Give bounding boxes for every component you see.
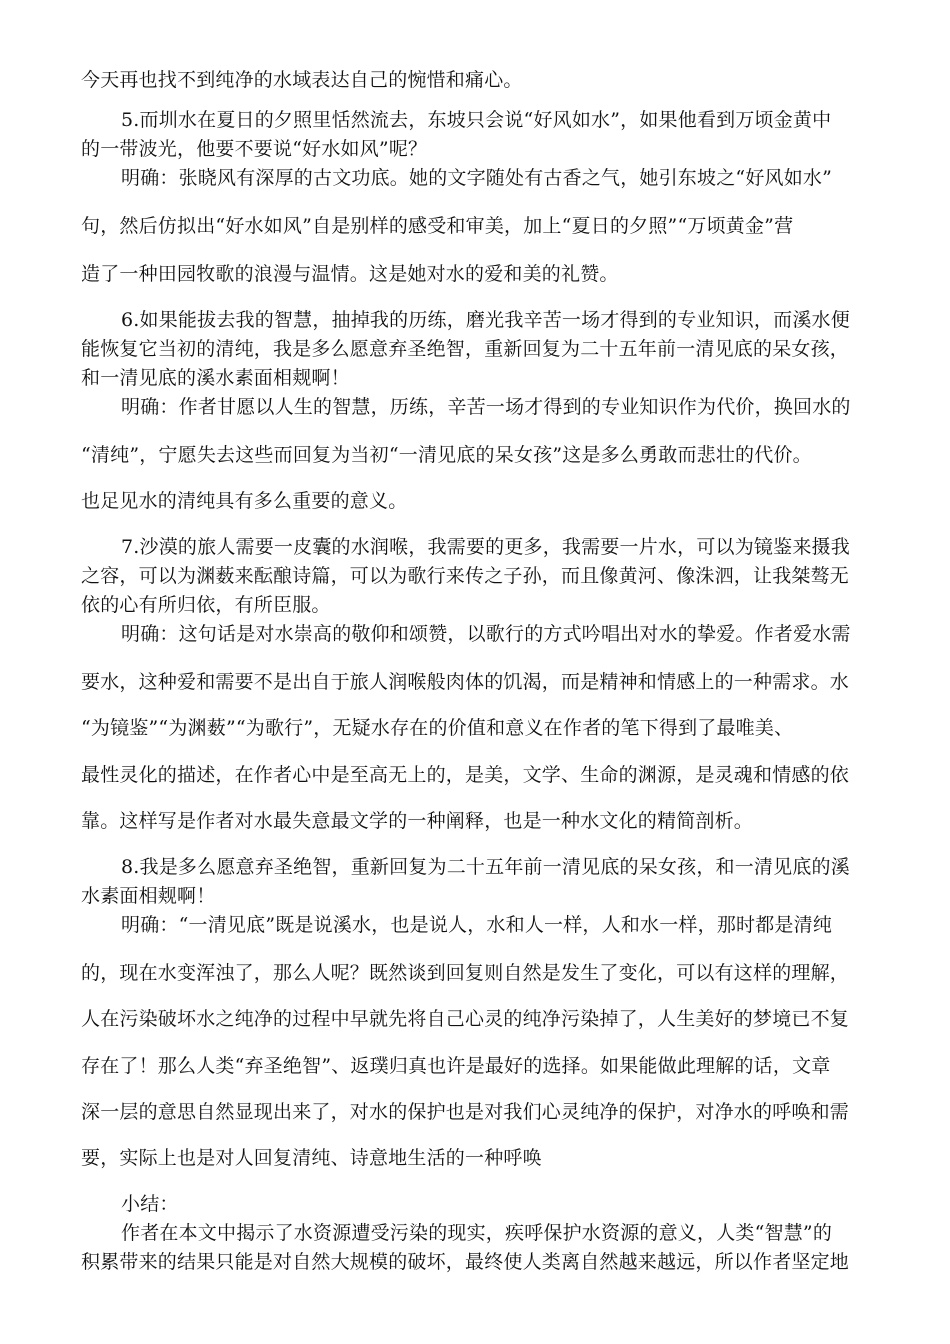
summary-line: 积累带来的结果只能是对自然大规模的破坏，最终使人类离自然越来越远，所以作者坚定地 <box>81 1251 850 1273</box>
quote-7-line: 依的心有所归依，有所臣服。 <box>81 594 331 616</box>
analysis-7-line: 要水，这种爱和需要不是出自于旅人润喉般肉体的饥渴，而是精神和情感上的一种需求。水 <box>81 671 850 693</box>
quote-7-line: 之容，可以为渊薮来酝酿诗篇，可以为歌行来传之子孙，而且像黄河、像洙泗，让我桀骜无 <box>81 565 850 587</box>
analysis-5-line: 明确：张晓风有深厚的古文功底。她的文字随处有古香之气，她引东坡之“好风如水” <box>121 167 833 189</box>
quote-8-line: 水素面相觌啊！ <box>81 885 216 907</box>
quote-8-line: 8.我是多么愿意弃圣绝智，重新回复为二十五年前一清见底的呆女孩，和一清见底的溪 <box>121 856 850 878</box>
analysis-7-line: 最性灵化的描述，在作者心中是至高无上的，是美，文学、生命的渊源，是灵魂和情感的依 <box>81 764 850 786</box>
analysis-8-line: 深一层的意思自然显现出来了，对水的保护也是对我们心灵纯净的保护，对净水的呼唤和需 <box>81 1101 850 1123</box>
summary-heading: 小结： <box>121 1193 179 1215</box>
analysis-8-line: 人在污染破坏水之纯净的过程中早就先将自己心灵的纯净污染掉了，人生美好的梦境已不复 <box>81 1008 850 1030</box>
quote-6-line: 和一清见底的溪水素面相觌啊！ <box>81 367 350 389</box>
quote-6-line: 能恢复它当初的清纯，我是多么愿意弃圣绝智，重新回复为二十五年前一清见底的呆女孩， <box>81 338 850 360</box>
analysis-7-line: 靠。这样写是作者对水最失意最文学的一种阐释，也是一种水文化的精简剖析。 <box>81 810 754 832</box>
quote-5-line: 的一带波光，他要不要说“好水如风”呢？ <box>81 138 428 160</box>
analysis-6-line: “清纯”，宁愿失去这些而回复为当初“一清见底的呆女孩”这是多么勇敢而悲壮的代价。 <box>81 444 812 466</box>
analysis-6-line: 也足见水的清纯具有多么重要的意义。 <box>81 490 408 512</box>
analysis-8-line: 明确：“一清见底”既是说溪水，也是说人，水和人一样，人和水一样，那时都是清纯 <box>121 914 833 936</box>
analysis-8-line: 要，实际上也是对人回复清纯、诗意地生活的一种呼唤 <box>81 1147 542 1169</box>
analysis-7-line: “为镜鉴”“为渊薮”“为歌行”，无疑水存在的价值和意义在作者的笔下得到了最唯美、 <box>81 717 794 739</box>
quote-6-line: 6.如果能拔去我的智慧，抽掉我的历练，磨光我辛苦一场才得到的专业知识，而溪水便 <box>121 309 850 331</box>
analysis-5-line: 句，然后仿拟出“好水如风”自是别样的感受和审美，加上“夏日的夕照”“万顷黄金”营 <box>81 215 794 237</box>
analysis-7-line: 明确：这句话是对水崇高的敬仰和颂赞，以歌行的方式吟唱出对水的挚爱。作者爱水需 <box>121 623 851 645</box>
quote-7-line: 7.沙漠的旅人需要一皮囊的水润喉，我需要的更多，我需要一片水，可以为镜鉴来摄我 <box>121 536 850 558</box>
analysis-5-line: 造了一种田园牧歌的浪漫与温情。这是她对水的爱和美的礼赞。 <box>81 263 619 285</box>
analysis-6-line: 明确：作者甘愿以人生的智慧，历练，辛苦一场才得到的专业知识作为代价，换回水的 <box>121 396 851 418</box>
text-line: 今天再也找不到纯净的水域表达自己的惋惜和痛心。 <box>81 69 523 91</box>
analysis-8-line: 存在了！那么人类“弃圣绝智”、返璞归真也许是最好的选择。如果能做此理解的话，文章 <box>81 1055 831 1077</box>
summary-line: 作者在本文中揭示了水资源遭受污染的现实，疾呼保护水资源的意义，人类“智慧”的 <box>121 1222 833 1244</box>
analysis-8-line: 的，现在水变浑浊了，那么人呢？既然谈到回复则自然是发生了变化，可以有这样的理解， <box>81 962 850 984</box>
quote-5-line: 5.而圳水在夏日的夕照里恬然流去，东坡只会说“好风如水”，如果他看到万顷金黄中 <box>121 109 832 131</box>
